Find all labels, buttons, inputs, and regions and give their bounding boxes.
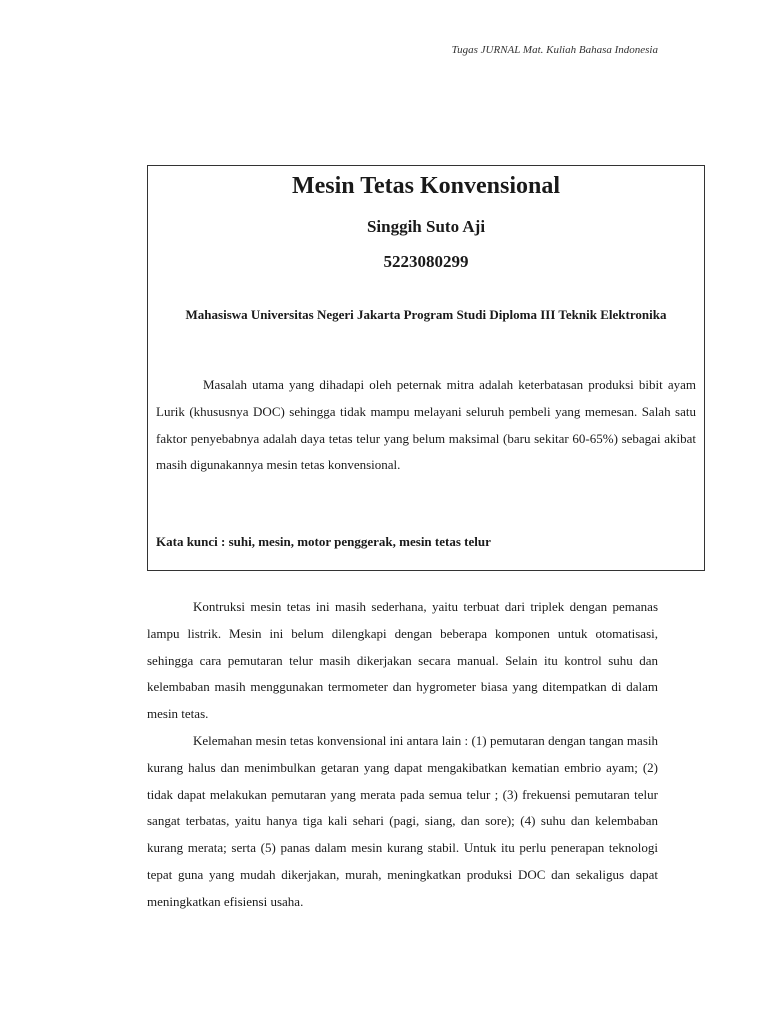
page-header-note: Tugas JURNAL Mat. Kuliah Bahasa Indonesia (451, 44, 658, 56)
author-affiliation: Mahasiswa Universitas Negeri Jakarta Program Studi Diploma III Teknik Elektronika (185, 307, 667, 322)
keywords: Kata kunci : suhi, mesin, motor penggerak, mesin tetas telur (156, 534, 491, 549)
article-title: Mesin Tetas Konvensional (291, 173, 561, 199)
author-name: Singgih Suto Aji (366, 217, 486, 236)
abstract-paragraph: Masalah utama yang dihadapi oleh peternak mitra adalah keterbatasan produksi bibit ayam Lurik (khususnya DOC) sehingga tidak mampu melayani seluruh pembeli yang memesan. Salah satu faktor penyebabnya adalah daya tetas telur yang belum maksimal (baru sekitar 60-65%) sebagai akibat masih digunakannya mesin tetas konvensional. (156, 377, 696, 473)
body-paragraph: Kontruksi mesin tetas ini masih sederhana, yaitu terbuat dari triplek dengan pemanas lampu listrik. Mesin ini belum dilengkapi dengan beberapa komponen untuk otomatisasi, sehingga cara pemutaran telur masih dikerjakan secara manual. Selain itu kontrol suhu dan kelembaban masih menggunakan termometer dan hygrometer biasa yang ditempatkan di dalam mesin tetas. (147, 599, 658, 722)
body-paragraph: Kelemahan mesin tetas konvensional ini antara lain : (1) pemutaran dengan tangan masih kurang halus dan menimbulkan getaran yang dapat mengakibatkan kematian embrio ayam; (2) tidak dapat melakukan pemutaran yang merata pada semua telur ; (3) frekuensi pemutaran telur sangat terbatas, yaitu hanya tiga kali sehari (pagi, siang, dan sore); (4) suhu dan kelembaban kurang merata; serta (5) panas dalam mesin kurang stabil. Untuk itu perlu penerapan teknologi tepat guna yang mudah dikerjakan, murah, meningkatkan produksi DOC dan sekaligus dapat meningkatkan efisiensi usaha. (147, 733, 658, 909)
student-id: 5223080299 (383, 252, 469, 271)
abstract-box (147, 165, 705, 571)
